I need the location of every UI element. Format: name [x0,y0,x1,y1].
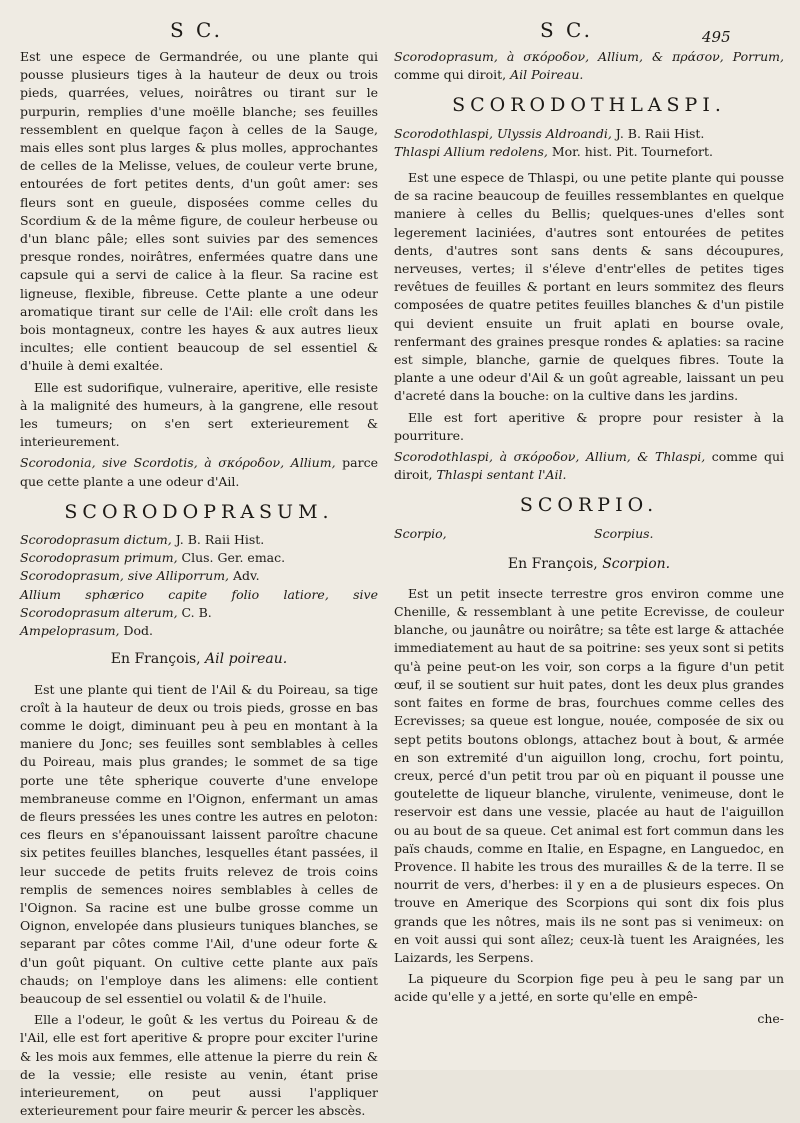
left-column [20,48,378,1123]
etymology-text: parce que cette plante a une odeur d'Ail. [20,455,378,489]
synonym-line [394,125,784,143]
etymology-name: Scorodoprasum, à σκόροδον, Allium, & πράσον, Porrum, [394,49,784,64]
synonym-line [20,531,378,549]
scorodonia-etymology [20,454,378,490]
heading-scorodothlaspi: SCORODOTHLASPI. [452,94,726,117]
french-label: En François, [507,555,598,572]
synonym-line [20,567,378,585]
french-name-line [20,650,378,668]
etymology-text: comme qui diroit, [394,67,511,83]
etymology-name: Scorodonia, sive Scordotis, à σκόροδον, Allium, [20,455,336,471]
running-head-right: S C. [540,18,594,42]
scorpio-description: Est un petit insecte terrestre gros environ comme une Chenille, & ressemblant à une petite Ecrevisse, de couleur blanche, ou jaunâtre ou noirâtre; sa tête est large & attachée immediatement au haut de sa poitrine: ses yeux sont si petits qu'à peine peut-on les voir, son corps a la figure d'un petit œuf, il se soutient sur huit pates, dont les deux plus grandes sont faites en forme de bras, fourchues comme celles des Ecrevisses; sa queue est longue, nouée, composée de six ou sept petits boutons oblongs, attachez bout à bout, & armée en son extremité d'un aiguillon long, crochu, fort pointu, creux, percé d'un petit trou par où en piquant il pousse une goutelette de liqueur blanche, virulente, venimeuse, dont le reservoir est dans une vessie, placée au haut de l'aiguillon ou au bout de sa queue. Cet animal est fort commun dans les païs chauds, comme en Italie, en Espagne, en Languedoc, en Provence. Il habite les trous des murailles & de la terre. Il se nourrit de vers, d'herbes: il y en a de plusieurs especes. On trouve en Amerique des Scorpions qui sont dix fois plus grands que les nôtres, mais ils ne sont pas si venimeux: on en voit aussi qui sont aîlez; ceux-là tuent les Araignées, les Laizards, les Serpens. [394,585,784,965]
running-header [0,18,800,44]
synonym-line [394,143,784,161]
synonym-reference: Dod. [119,623,154,639]
page-number: 495 [702,28,731,46]
synonym-name: Allium sphærico capite folio latiore, sive Scorodoprasum alterum, [20,586,378,620]
synonym-name: Scorodoprasum dictum, [20,532,172,548]
right-column [394,48,784,1028]
scorpio-sting: La piqueure du Scorpion fige peu à peu le sang par un acide qu'elle y a jetté, en sorte qu'elle en empê- [394,971,784,1005]
french-name: Ail poireau. [200,651,288,668]
scorodoprasum-description: Est une plante qui tient de l'Ail & du Poireau, sa tige croît à la hauteur de deux ou trois pieds, grosse en bas comme le doigt, diminuant peu à peu en montant à la maniere du Jonc; ses feuilles sont semblables à celles du Poireau, mais plus grandes; le sommet de sa tige porte une tête spherique couverte d'une envelope membraneuse comme en l'Oignon, enfermant un amas de fleurs pressées les unes contre les autres en peloton: ces fleurs en s'épanouissant laissent paroître chacune six petites feuilles blanches, lesquelles étant passées, il leur succede de petits fruits relevez de trois coins remplis de semences noires semblables à celles de l'Oignon. Sa racine est une bulbe grosse comme un Oignon, envelopée dans plusieurs tuniques blanches, se separant par côtes comme l'Ail, d'une odeur forte & d'un goût piquant. On cultive cette plante aux païs chauds; on l'employe dans les alimens: elle contient beaucoup de sel essentiel ou volatil & de l'huile. [20,681,378,1006]
etymology-name: Scorodothlaspi, à σκόροδον, Allium, & Thlaspi, [394,449,706,465]
french-label: En François, [110,651,201,668]
scorodothlaspi-description: Est une espece de Thlaspi, ou une petite plante qui pousse de sa racine beaucoup de feuilles ressemblantes en quelque maniere à celles du Bellis; quelques-unes d'elles sont legerement laciniées, d'autres sont entourées de petites dents, d'autres sont sans dents & sans découpures, nerveuses, vertes; il s'éleve d'entr'elles de petites tiges revêtues de feuilles & portant en leurs sommitez des fleurs composées de quatre petites feuilles blanches & d'un pistile qui devient ensuite un fruit aplati en bourse ovale, renfermant des graines presque rondes & aplaties: sa racine est simple, blanche, garnie de quelques fibres. Toute la plante a une odeur d'Ail & un goût agreable, laissant un peu d'acreté dans la bouche: on la cultive dans les jardins. [394,170,784,404]
scorodoprasum-virtues: Elle a l'odeur, le goût & les vertus du Poireau & de l'Ail, elle est fort aperitive & propre pour exciter l'urine & les mois aux femmes, elle attenue la pierre du rein & de la vessie; elle resiste au venin, étant prise interieurement, on peut aussi l'appliquer exterieurement pour faire meurir & percer les abscès. [20,1012,378,1119]
synonym-reference: Adv. [229,568,260,584]
scorodonia-description: Est une espece de Germandrée, ou une plante qui pousse plusieurs tiges à la hauteur de deux ou trois pieds, quarrées, velues, noirâtres ou tirant sur le purpurin, remplies d'une moëlle blanche; ses feuilles ressemblent en quelque façon à celles de la Sauge, mais elles sont plus larges & plus molles, approchantes de celles de la Melisse, velues, de couleur verte brune, entourées de fort petites dents, d'un goût amer: ses fleurs sont en gueule, disposées comme celles du Scordium & de la même figure, de couleur herbeuse ou d'un blanc pâle; elles sont suivies par des semences presque rondes, noirâtres, enfermées quatre dans une capsule qui a servi de calice à la fleur. Sa racine est ligneuse, flexible, fibreuse. Cette plante a une odeur aromatique tirant sur celle de l'Ail: elle croît dans les bois montagneux, contre les hayes & aux autres lieux incultes; elle contient beaucoup de sel essentiel & d'huile à demi exaltée. [20,49,378,374]
synonym-reference: Clus. Ger. emac. [177,550,286,566]
heading-scorpio: SCORPIO. [519,494,659,517]
synonym-name: Thlaspi Allium redolens, [394,143,548,159]
french-name-line [394,555,784,573]
synonym-reference: C. B. [177,604,212,620]
scorodonia-virtues: Elle est sudorifique, vulneraire, aperitive, elle resiste à la malignité des humeurs, à la gangrene, elle resout les tumeurs; on s'en sert exterieurement & interieurement. [20,379,378,450]
french-name: Scorpion. [597,555,671,572]
catchword: che- [757,1010,784,1026]
synonym-name: Ampeloprasum, [20,623,120,639]
etymology-meaning: Thlaspi sentant l'Ail. [436,467,567,483]
etymology-meaning: Ail Poireau. [510,67,584,83]
synonym-line [20,549,378,567]
synonym-name: Scorpio, [394,525,447,541]
running-head-left: S C. [170,18,224,42]
etymology-text: comme qui diroit, [394,449,784,483]
scorodothlaspi-virtues: Elle est fort aperitive & propre pour resister à la pourriture. [394,409,784,443]
synonym-name: Scorpius. [594,525,654,541]
synonym-name: Scorodoprasum, sive Alliporrum, [20,568,230,584]
scorodothlaspi-etymology [394,448,784,484]
synonym-line [20,586,378,622]
scorodoprasum-etymology [394,48,784,84]
synonym-name: Scorodothlaspi, Ulyssis Aldroandi, [394,125,612,141]
scorpio-synonyms [394,525,784,545]
synonym-reference: J. B. Raii Hist. [171,532,265,548]
synonym-reference: J. B. Raii Hist. [611,125,705,141]
heading-scorodoprasum: SCORODOPRASUM. [64,500,334,523]
synonym-name: Scorodoprasum primum, [20,550,178,566]
synonym-line [20,622,378,640]
synonym-reference: Mor. hist. Pit. Tournefort. [547,143,714,159]
